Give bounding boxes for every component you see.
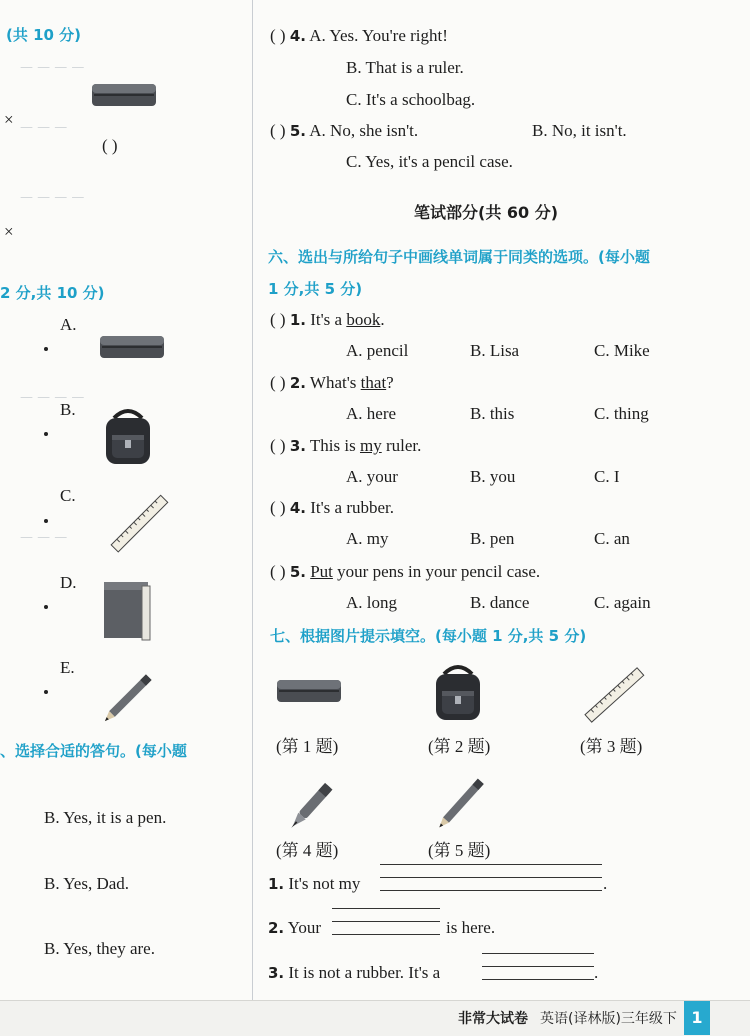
- bleed-text: — — —: [20, 530, 68, 545]
- option: A. here: [346, 404, 397, 423]
- pencil-case-icon: [90, 80, 162, 110]
- pencil-icon: [106, 670, 156, 720]
- ruler-icon: [110, 498, 180, 548]
- schoolbag-icon: [430, 664, 486, 722]
- underlined-word: my: [359, 436, 382, 455]
- answer-paren[interactable]: ( ): [270, 436, 286, 455]
- question-row: ( ) 5. Put your pens in your pencil case.: [270, 562, 541, 581]
- match-dot[interactable]: [44, 347, 48, 351]
- match-dot[interactable]: [44, 432, 48, 436]
- option: B. Lisa: [470, 341, 520, 360]
- answer-line[interactable]: [332, 934, 440, 935]
- fill-end: is here.: [446, 918, 496, 937]
- question-row: ( ) 1. It's a book.: [270, 310, 385, 329]
- option: A. your: [346, 467, 398, 486]
- option: A. long: [346, 593, 397, 612]
- option: B. dance: [470, 593, 530, 612]
- fill-end: .: [594, 963, 599, 982]
- schoolbag-icon: [100, 408, 156, 466]
- match-label-a: A.: [60, 315, 77, 334]
- option: A. my: [346, 529, 389, 548]
- fill-question-1: 1. It's not my: [268, 874, 361, 893]
- answer-option: B. Yes, Dad.: [44, 874, 130, 893]
- bleed-text: — — — —: [20, 190, 85, 205]
- bleed-text: — — — —: [20, 390, 85, 405]
- answer-paren[interactable]: ( ): [270, 121, 286, 140]
- fill-end: .: [603, 874, 608, 893]
- caption: (第 1 题): [276, 737, 339, 756]
- match-dot[interactable]: [44, 690, 48, 694]
- option: C. Mike: [594, 341, 650, 360]
- pencil-case-icon: [275, 676, 347, 706]
- match-dot[interactable]: [44, 519, 48, 523]
- answer-line[interactable]: [332, 908, 440, 909]
- match-label-d: D.: [60, 573, 77, 592]
- caption: (第 4 题): [276, 841, 339, 860]
- answer-line[interactable]: [380, 864, 602, 865]
- answer-paren[interactable]: ( ): [102, 136, 118, 155]
- underlined-word: book: [346, 310, 381, 329]
- answer-line[interactable]: [482, 953, 594, 954]
- answer-line[interactable]: [380, 890, 602, 891]
- question-row: ( ) 4. It's a rubber.: [270, 498, 395, 517]
- bleed-text: — — — —: [20, 60, 85, 75]
- column-divider: [252, 0, 253, 1000]
- question-row: ( ) 2. What's that?: [270, 373, 394, 392]
- cross-mark: ×: [4, 222, 14, 241]
- option: B. pen: [470, 529, 515, 548]
- section-6-title: 六、选出与所给句子中画线单词属于同类的选项。(每小题: [268, 248, 650, 266]
- answer-paren[interactable]: ( ): [270, 310, 286, 329]
- caption: (第 5 题): [428, 841, 491, 860]
- bleed-text: — — —: [20, 120, 68, 135]
- caption: (第 2 题): [428, 737, 491, 756]
- option: C. I: [594, 467, 620, 486]
- option: C. Yes, it's a pencil case.: [346, 152, 513, 171]
- option: C. again: [594, 593, 651, 612]
- option: B. this: [470, 404, 515, 423]
- answer-line[interactable]: [482, 966, 594, 967]
- pencil-icon: [436, 774, 490, 826]
- match-label-b: B.: [60, 400, 76, 419]
- book-icon: [102, 580, 154, 642]
- option: B. No, it isn't.: [532, 121, 627, 140]
- question-row: ( ) 3. This is my ruler.: [270, 436, 422, 455]
- answer-paren[interactable]: ( ): [270, 562, 286, 581]
- answer-option: B. Yes, they are.: [44, 939, 155, 958]
- answer-line[interactable]: [332, 921, 440, 922]
- option: C. thing: [594, 404, 649, 423]
- cross-mark: ×: [4, 110, 14, 129]
- answer-paren[interactable]: ( ): [270, 498, 286, 517]
- pencil-case-icon: [98, 332, 170, 362]
- section-header-bottom: 、选择合适的答句。(每小题: [0, 742, 187, 760]
- option: C. It's a schoolbag.: [346, 90, 476, 109]
- fill-question-3: 3. It is not a rubber. It's a: [268, 963, 441, 982]
- fill-question-2: 2. Your: [268, 918, 322, 937]
- underlined-word: Put: [310, 562, 333, 581]
- option: C. an: [594, 529, 630, 548]
- option: B. you: [470, 467, 516, 486]
- answer-option: B. Yes, it is a pen.: [44, 808, 167, 827]
- section-header-mid: 2 分,共 10 分): [0, 284, 105, 302]
- answer-paren[interactable]: ( ): [270, 373, 286, 392]
- ruler-icon: [584, 664, 654, 718]
- written-part-title: 笔试部分(共 60 分): [414, 203, 559, 222]
- page-number: 1: [684, 1001, 710, 1035]
- answer-line[interactable]: [482, 979, 594, 980]
- match-label-c: C.: [60, 486, 76, 505]
- caption: (第 3 题): [580, 737, 643, 756]
- section-6-subtitle: 1 分,共 5 分): [268, 280, 363, 298]
- match-label-e: E.: [60, 658, 75, 677]
- pen-icon: [288, 770, 348, 826]
- subject-label: 英语(译林版)三年级下: [540, 1011, 677, 1027]
- question-row: ( ) 5. A. No, she isn't.: [270, 121, 419, 140]
- underlined-word: that: [360, 373, 387, 392]
- answer-paren[interactable]: ( ): [270, 26, 286, 45]
- question-row: ( ) 4. A. Yes. You're right!: [270, 26, 448, 45]
- option: B. That is a ruler.: [346, 58, 464, 77]
- section-7-title: 七、根据图片提示填空。(每小题 1 分,共 5 分): [270, 627, 587, 645]
- option: A. pencil: [346, 341, 409, 360]
- match-dot[interactable]: [44, 605, 48, 609]
- book-name: 非常大试卷: [458, 1011, 528, 1027]
- answer-line[interactable]: [380, 877, 602, 878]
- section-header-top: (共 10 分): [6, 26, 82, 44]
